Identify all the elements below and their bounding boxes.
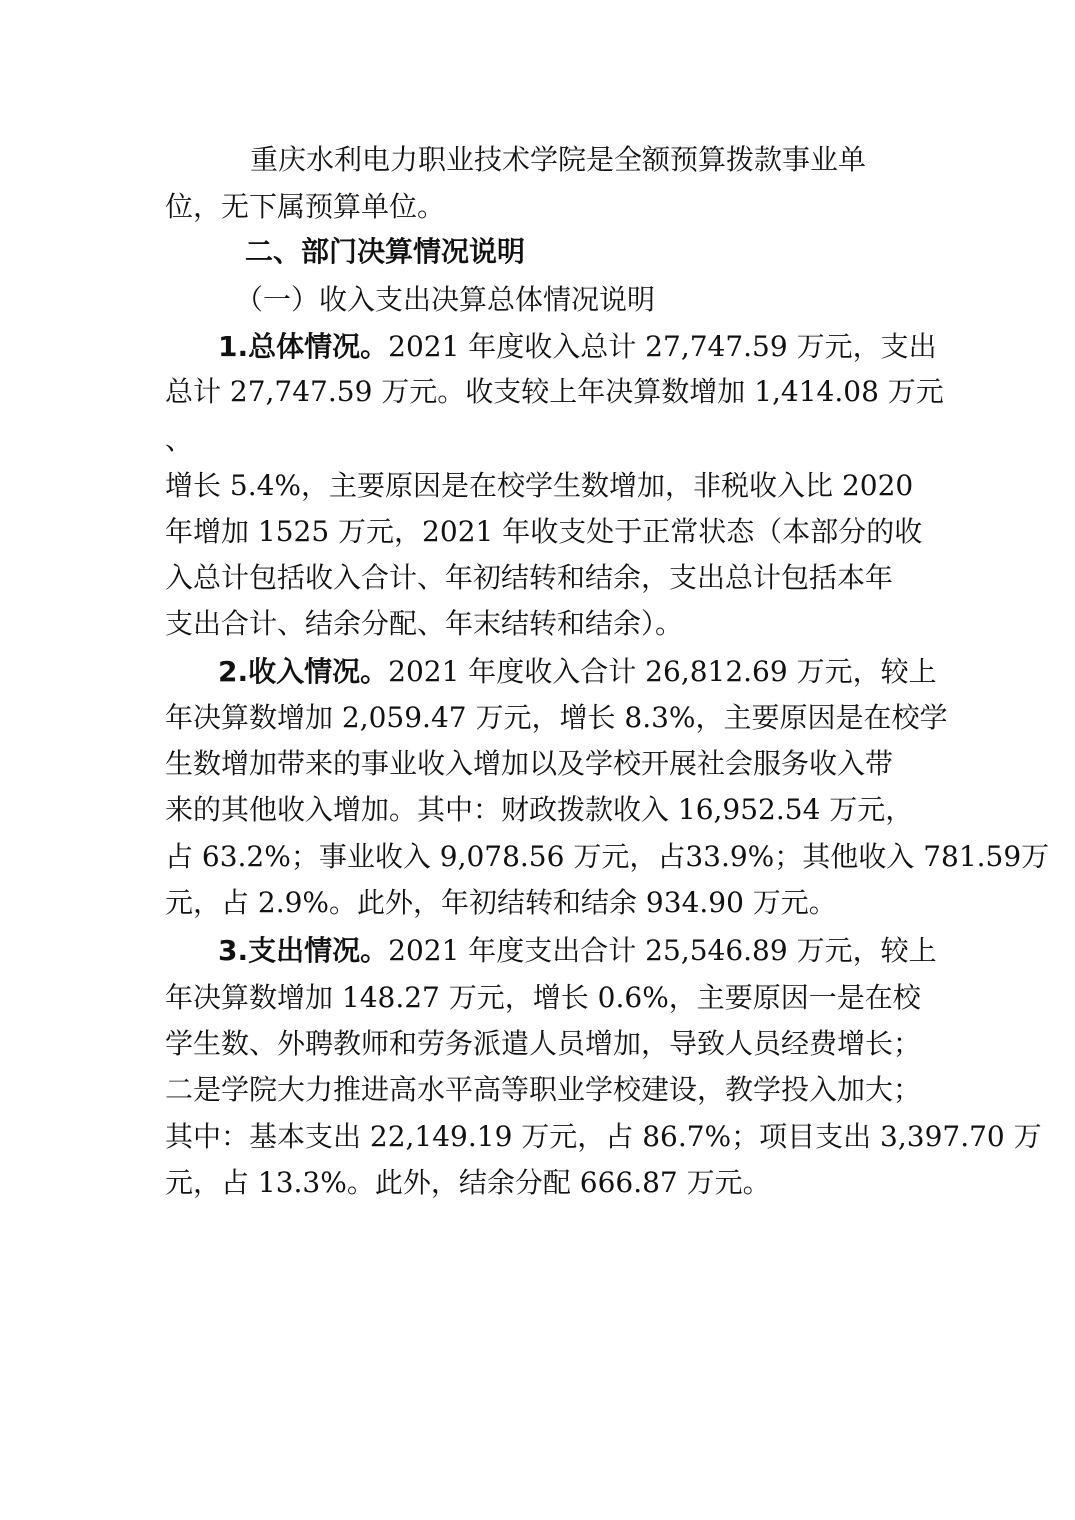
- expenditure-text-1: 2021 年度支出合计 25,546.89 万元，较上: [388, 934, 937, 967]
- expenditure-line-4: 二是学院大力推进高水平高等职业学校建设，教学投入加大；: [165, 1073, 922, 1106]
- overall-line-4: 增长 5.4%，主要原因是在校学生数增加，非税收入比 2020: [165, 469, 914, 502]
- overall-line-6: 入总计包括收入合计、年初结转和结余，支出总计包括本年: [165, 561, 894, 594]
- overall-line-2: 总计 27,747.59 万元。收支较上年决算数增加 1,414.08 万元: [165, 375, 944, 408]
- expenditure-lead: 3.支出情况。: [218, 934, 389, 967]
- expenditure-line-3: 学生数、外聘教师和劳务派遣人员增加，导致人员经费增长；: [165, 1027, 922, 1060]
- subsection-heading: （一）收入支出决算总体情况说明: [235, 283, 656, 316]
- income-text-1: 2021 年度收入合计 26,812.69 万元，较上: [388, 655, 937, 688]
- income-line-5: 占 63.2%；事业收入 9,078.56 万元，占33.9%；其他收入 781.59万: [165, 840, 1050, 873]
- intro-line-2: 位，无下属预算单位。: [165, 190, 446, 223]
- overall-paragraph-line-1: [218, 327, 937, 367]
- section-heading: 二、部门决算情况说明: [245, 235, 526, 268]
- income-lead: 2.收入情况。: [218, 655, 389, 688]
- income-line-3: 生数增加带来的事业收入增加以及学校开展社会服务收入带: [165, 747, 894, 780]
- overall-lead: 1.总体情况。: [218, 330, 389, 363]
- income-line-4: 来的其他收入增加。其中：财政拨款收入 16,952.54 万元，: [165, 793, 914, 826]
- expenditure-line-2: 年决算数增加 148.27 万元，增长 0.6%，主要原因一是在校: [165, 981, 921, 1014]
- overall-line-5: 年增加 1525 万元，2021 年收支处于正常状态（本部分的收: [165, 515, 923, 548]
- income-line-2: 年决算数增加 2,059.47 万元，增长 8.3%，主要原因是在校学: [165, 701, 948, 734]
- intro-line-1: 重庆水利电力职业技术学院是全额预算拨款事业单: [250, 143, 867, 176]
- expenditure-line-6: 元，占 13.3%。此外，结余分配 666.87 万元。: [165, 1166, 771, 1199]
- overall-text-1: 2021 年度收入总计 27,747.59 万元，支出: [388, 330, 937, 363]
- expenditure-paragraph-line-1: [218, 931, 937, 971]
- income-line-6: 元，占 2.9%。此外，年初结转和结余 934.90 万元。: [165, 886, 837, 919]
- income-paragraph-line-1: [218, 652, 937, 692]
- expenditure-line-5: 其中：基本支出 22,149.19 万元，占 86.7%；项目支出 3,397.70 万: [165, 1120, 1042, 1153]
- overall-line-7: 支出合计、结余分配、年末结转和结余）。: [165, 607, 684, 640]
- overall-line-3: 、: [165, 423, 194, 456]
